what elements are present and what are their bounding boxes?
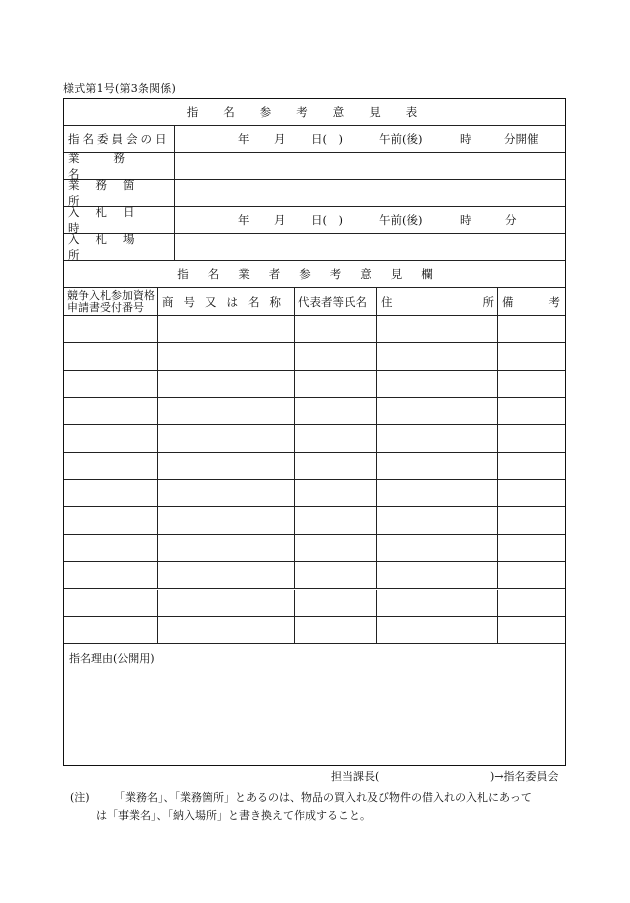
bid-place-label-cell	[68, 234, 171, 260]
bid-datetime-row	[64, 207, 565, 234]
bid-minute: 分	[505, 213, 517, 227]
table-row[interactable]	[64, 371, 565, 398]
bid-datetime-label: 入札日時	[68, 205, 151, 235]
bid-place-row	[64, 234, 565, 261]
trade-name-header-cell	[162, 288, 292, 315]
receipt-no-header	[67, 290, 155, 314]
committee-year: 年	[238, 132, 250, 146]
table-row[interactable]	[64, 590, 565, 617]
representative-header: 代表者等氏名	[298, 294, 367, 309]
table-row[interactable]	[64, 507, 565, 534]
remarks-header-cell	[502, 288, 560, 315]
work-name-row	[64, 153, 565, 180]
trade-name-header: 商号又は名称	[162, 294, 291, 309]
work-name-value[interactable]	[175, 153, 565, 179]
note-line-2: は「事業名」、「納入場所」と書き換えて作成すること。	[96, 809, 371, 822]
manager-destination: )→指名委員会	[490, 770, 559, 783]
committee-date-row	[64, 126, 565, 153]
bid-hour: 時	[460, 213, 472, 227]
form-number: 様式第1号(第3条関係)	[63, 82, 176, 95]
opinion-form	[63, 98, 566, 766]
work-name-label: 業務名	[68, 151, 159, 181]
bid-year: 年	[238, 213, 250, 227]
committee-day: 日( )	[311, 132, 343, 146]
remarks-header-b: 考	[548, 294, 560, 309]
work-location-label-cell	[68, 180, 171, 206]
bid-month: 月	[274, 213, 286, 227]
address-header-b: 所	[482, 294, 494, 309]
address-header-cell	[381, 288, 494, 315]
representative-header-cell	[298, 288, 376, 315]
bid-place-value[interactable]	[175, 234, 565, 260]
reason-box[interactable]	[64, 644, 565, 765]
table-row[interactable]	[64, 425, 565, 452]
bid-place-label: 入札場所	[68, 232, 151, 262]
work-name-label-cell	[68, 153, 171, 179]
table-row[interactable]	[64, 343, 565, 370]
bid-day: 日( )	[311, 213, 343, 227]
committee-ampm: 午前(後)	[379, 132, 423, 146]
form-title: 指名参考意見表	[186, 105, 443, 119]
column-header-row	[64, 288, 565, 316]
receipt-no-header-line2: 申請書受付番号	[67, 301, 144, 314]
remarks-header-a: 備	[502, 294, 514, 309]
receipt-no-header-line1: 競争入札参加資格	[67, 289, 155, 302]
committee-date-label-cell	[68, 126, 171, 152]
section-title-row	[64, 261, 565, 288]
bid-datetime-label-cell	[68, 207, 171, 233]
committee-date-label: 指名委員会の日	[68, 132, 170, 146]
note-prefix: (注)	[70, 791, 90, 804]
section-title: 指名業者参考意見欄	[177, 267, 452, 281]
bid-ampm: 午前(後)	[379, 213, 423, 227]
committee-month: 月	[274, 132, 286, 146]
table-row[interactable]	[64, 535, 565, 562]
note-line-1: 「業務名」、「業務箇所」とあるのは、物品の買入れ及び物件の借入れの入札にあって	[114, 791, 532, 804]
committee-minute: 分開催	[504, 132, 539, 146]
table-row[interactable]	[64, 316, 565, 343]
committee-hour: 時	[460, 132, 472, 146]
table-row[interactable]	[64, 453, 565, 480]
table-row[interactable]	[64, 480, 565, 507]
table-row[interactable]	[64, 562, 565, 589]
work-location-value[interactable]	[175, 180, 565, 206]
work-location-row	[64, 180, 565, 207]
manager-label: 担当課長(	[331, 770, 380, 783]
title-row	[64, 99, 565, 126]
address-header-a: 住	[381, 294, 393, 309]
table-row[interactable]	[64, 398, 565, 425]
table-row[interactable]	[64, 617, 565, 644]
reason-label: 指名理由(公開用)	[69, 652, 155, 665]
work-location-label: 業務箇所	[68, 178, 151, 208]
